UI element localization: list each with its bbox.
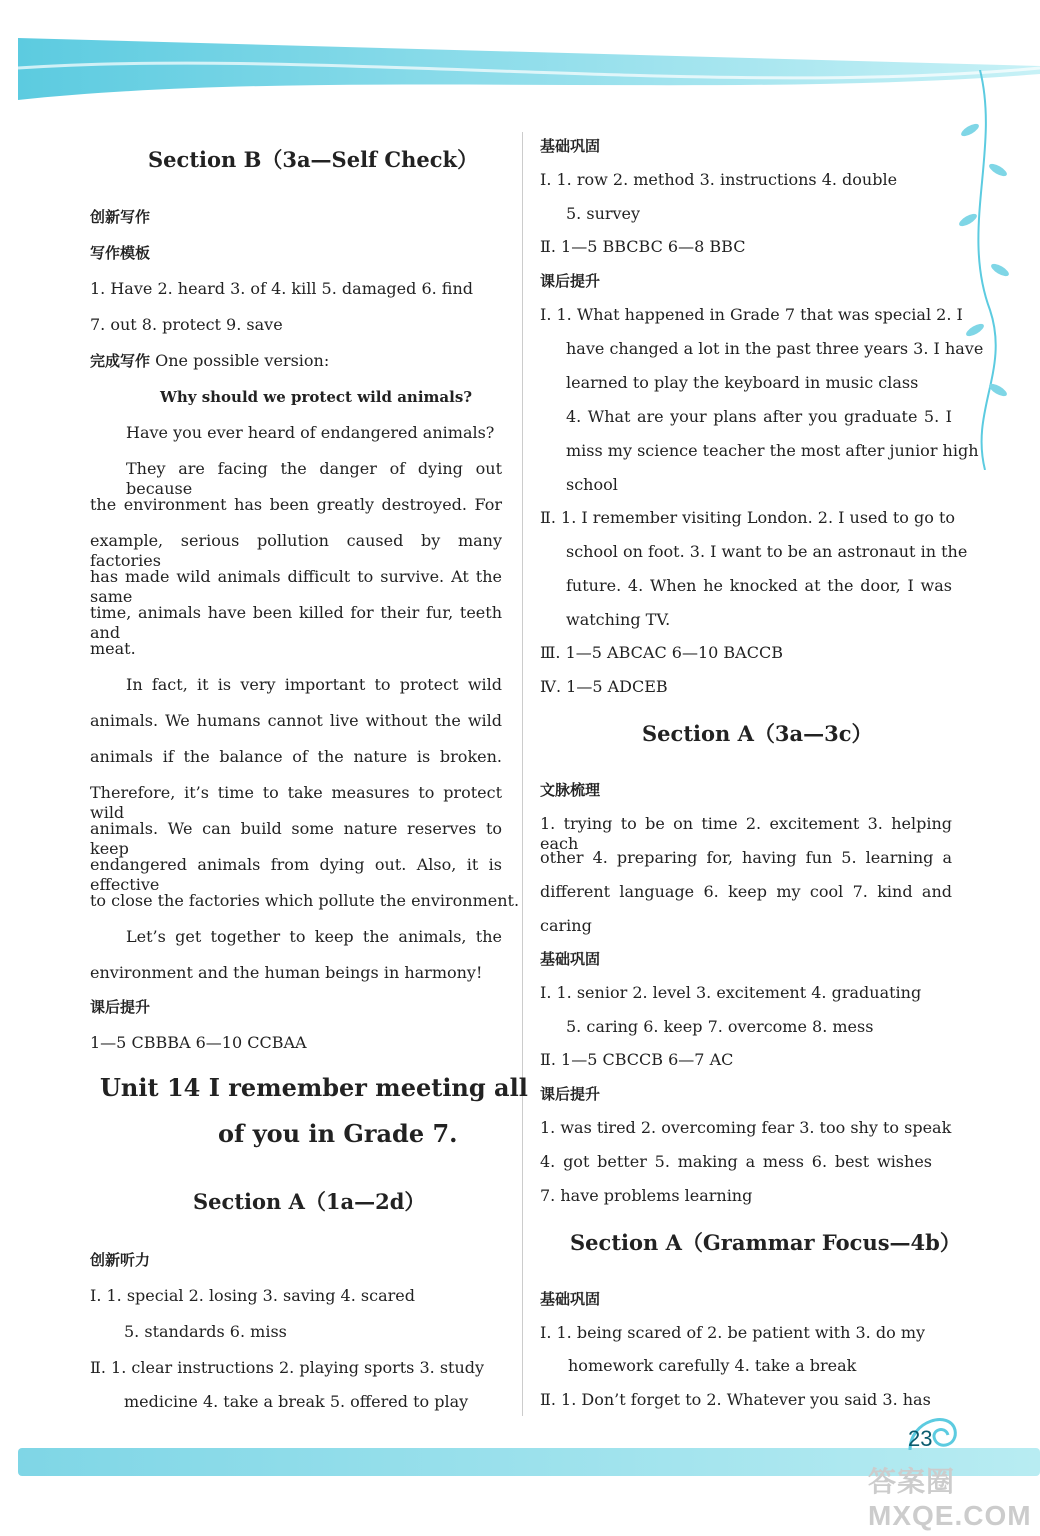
label-jichu-gonggu: 基础巩固 [540,950,601,968]
tingli-answers: 5. standards 6. miss [124,1322,287,1341]
answer-line: Ⅱ. 1—5 BBCBC 6—8 BBC [540,237,746,256]
answer-line: 1. trying to be on time 2. excitement 3. helping each [540,814,952,853]
answer-line: Ⅰ. 1. being scared of 2. be patient with 3. do my [540,1323,926,1342]
answer-line: Ⅱ. 1. Don’t forget to 2. Whatever you said 3. has [540,1390,931,1409]
answer-line: other 4. preparing for, having fun 5. learning a [540,848,952,867]
label-kehou-tisheng: 课后提升 [540,1085,601,1103]
answer-line: homework carefully 4. take a break [568,1356,857,1375]
essay-line: example, serious pollution caused by many factories [90,531,502,570]
vine-decoration-icon [940,70,1020,470]
answer-line: Ⅰ. 1. row 2. method 3. instructions 4. double [540,170,898,189]
essay-title: Why should we protect wild animals? [160,388,473,406]
essay-line: Let’s get together to keep the animals, the [126,927,502,946]
answer-line: learned to play the keyboard in music class [566,373,919,392]
answer-line: Ⅰ. 1. What happened in Grade 7 that was special 2. I [540,305,963,324]
top-decorative-band [18,38,1040,100]
section-a-3-heading: Section A（3a—3c） [642,721,873,746]
column-divider [522,132,523,1416]
essay-line: to close the factories which pollute the environment. [90,891,520,910]
essay-line: Therefore, it’s time to take measures to protect wild [90,783,502,822]
essay-line: animals. We can build some nature reserves to keep [90,819,502,858]
answer-line: have changed a lot in the past three years 3. I have [566,339,984,358]
label-wenmai-shuli: 文脉梳理 [540,781,601,799]
essay-line: Have you ever heard of endangered animals? [126,423,495,442]
essay-line: They are facing the danger of dying out because [126,459,502,498]
kehou-answers: 1—5 CBBBA 6—10 CCBAA [90,1033,307,1052]
answer-line: Ⅱ. 1—5 CBCCB 6—7 AC [540,1050,734,1069]
answer-line: Ⅳ. 1—5 ADCEB [540,677,668,696]
wancheng-xiezuo-row [90,351,329,371]
label-xiezuo-moban: 写作模板 [90,244,151,262]
label-chuangxin-tingli: 创新听力 [90,1251,151,1269]
possible-version-text: One possible version: [155,351,330,370]
answer-line: 7. have problems learning [540,1186,753,1205]
label-kehou-tisheng: 课后提升 [90,998,151,1016]
answer-line: watching TV. [566,610,671,629]
essay-line: the environment has been greatly destroyed. For [90,495,502,514]
unit-heading: Unit 14 I remember meeting all [100,1073,528,1102]
label-chuangxin-xiezuo: 创新写作 [90,208,151,226]
answer-line: future. 4. When he knocked at the door, I was [566,576,952,595]
answer-line: 4. What are your plans after you graduate 5. I [566,407,952,426]
essay-line: meat. [90,639,136,658]
page-number: 23 [908,1426,933,1451]
essay-line: In fact, it is very important to protect wild [126,675,502,694]
answer-line: 4. got better 5. making a mess 6. best wishes [540,1152,932,1171]
essay-line: animals. We humans cannot live without the wild [90,711,502,730]
watermark-text: 答案圈 MXQE.COM [868,1466,1032,1531]
answer-line: Ⅰ. 1. senior 2. level 3. excitement 4. graduating [540,983,922,1002]
tingli-answers: Ⅱ. 1. clear instructions 2. playing sports 3. study [90,1358,485,1377]
label-wancheng-xiezuo: 完成写作 [90,352,151,370]
answer-line: school [566,475,618,494]
essay-line: has made wild animals difficult to survive. At the same [90,567,502,606]
answer-line: different language 6. keep my cool 7. kind and [540,882,952,901]
essay-line: environment and the human beings in harmony! [90,963,483,982]
answer-line: school on foot. 3. I want to be an astronaut in the [566,542,968,561]
answer-line: miss my science teacher the most after junior high [566,441,979,460]
label-jichu-gonggu: 基础巩固 [540,137,601,155]
answer-line: Ⅱ. 1. I remember visiting London. 2. I used to go to [540,508,955,527]
essay-line: animals if the balance of the nature is broken. [90,747,502,766]
tingli-answers: medicine 4. take a break 5. offered to play [124,1392,469,1411]
section-a-heading: Section A（1a—2d） [193,1189,426,1214]
unit-heading-line2: of you in Grade 7. [218,1119,458,1148]
section-grammar-focus-heading: Section A（Grammar Focus—4b） [570,1230,961,1255]
answer-line: 5. caring 6. keep 7. overcome 8. mess [566,1017,874,1036]
label-kehou-tisheng: 课后提升 [540,272,601,290]
essay-line: endangered animals from dying out. Also, it is effective [90,855,502,894]
template-answers-line: 7. out 8. protect 9. save [90,315,283,334]
answer-line: 1. was tired 2. overcoming fear 3. too shy to speak [540,1118,952,1137]
section-b-heading: Section B（3a—Self Check） [148,147,479,172]
answer-line: caring [540,916,592,935]
essay-line: time, animals have been killed for their fur, teeth and [90,603,502,642]
answer-line: 5. survey [566,204,641,223]
answer-line: Ⅲ. 1—5 ABCAC 6—10 BACCB [540,643,783,662]
tingli-answers: Ⅰ. 1. special 2. losing 3. saving 4. scared [90,1286,415,1305]
label-jichu-gonggu: 基础巩固 [540,1290,601,1308]
template-answers-line: 1. Have 2. heard 3. of 4. kill 5. damaged 6. find [90,279,474,298]
